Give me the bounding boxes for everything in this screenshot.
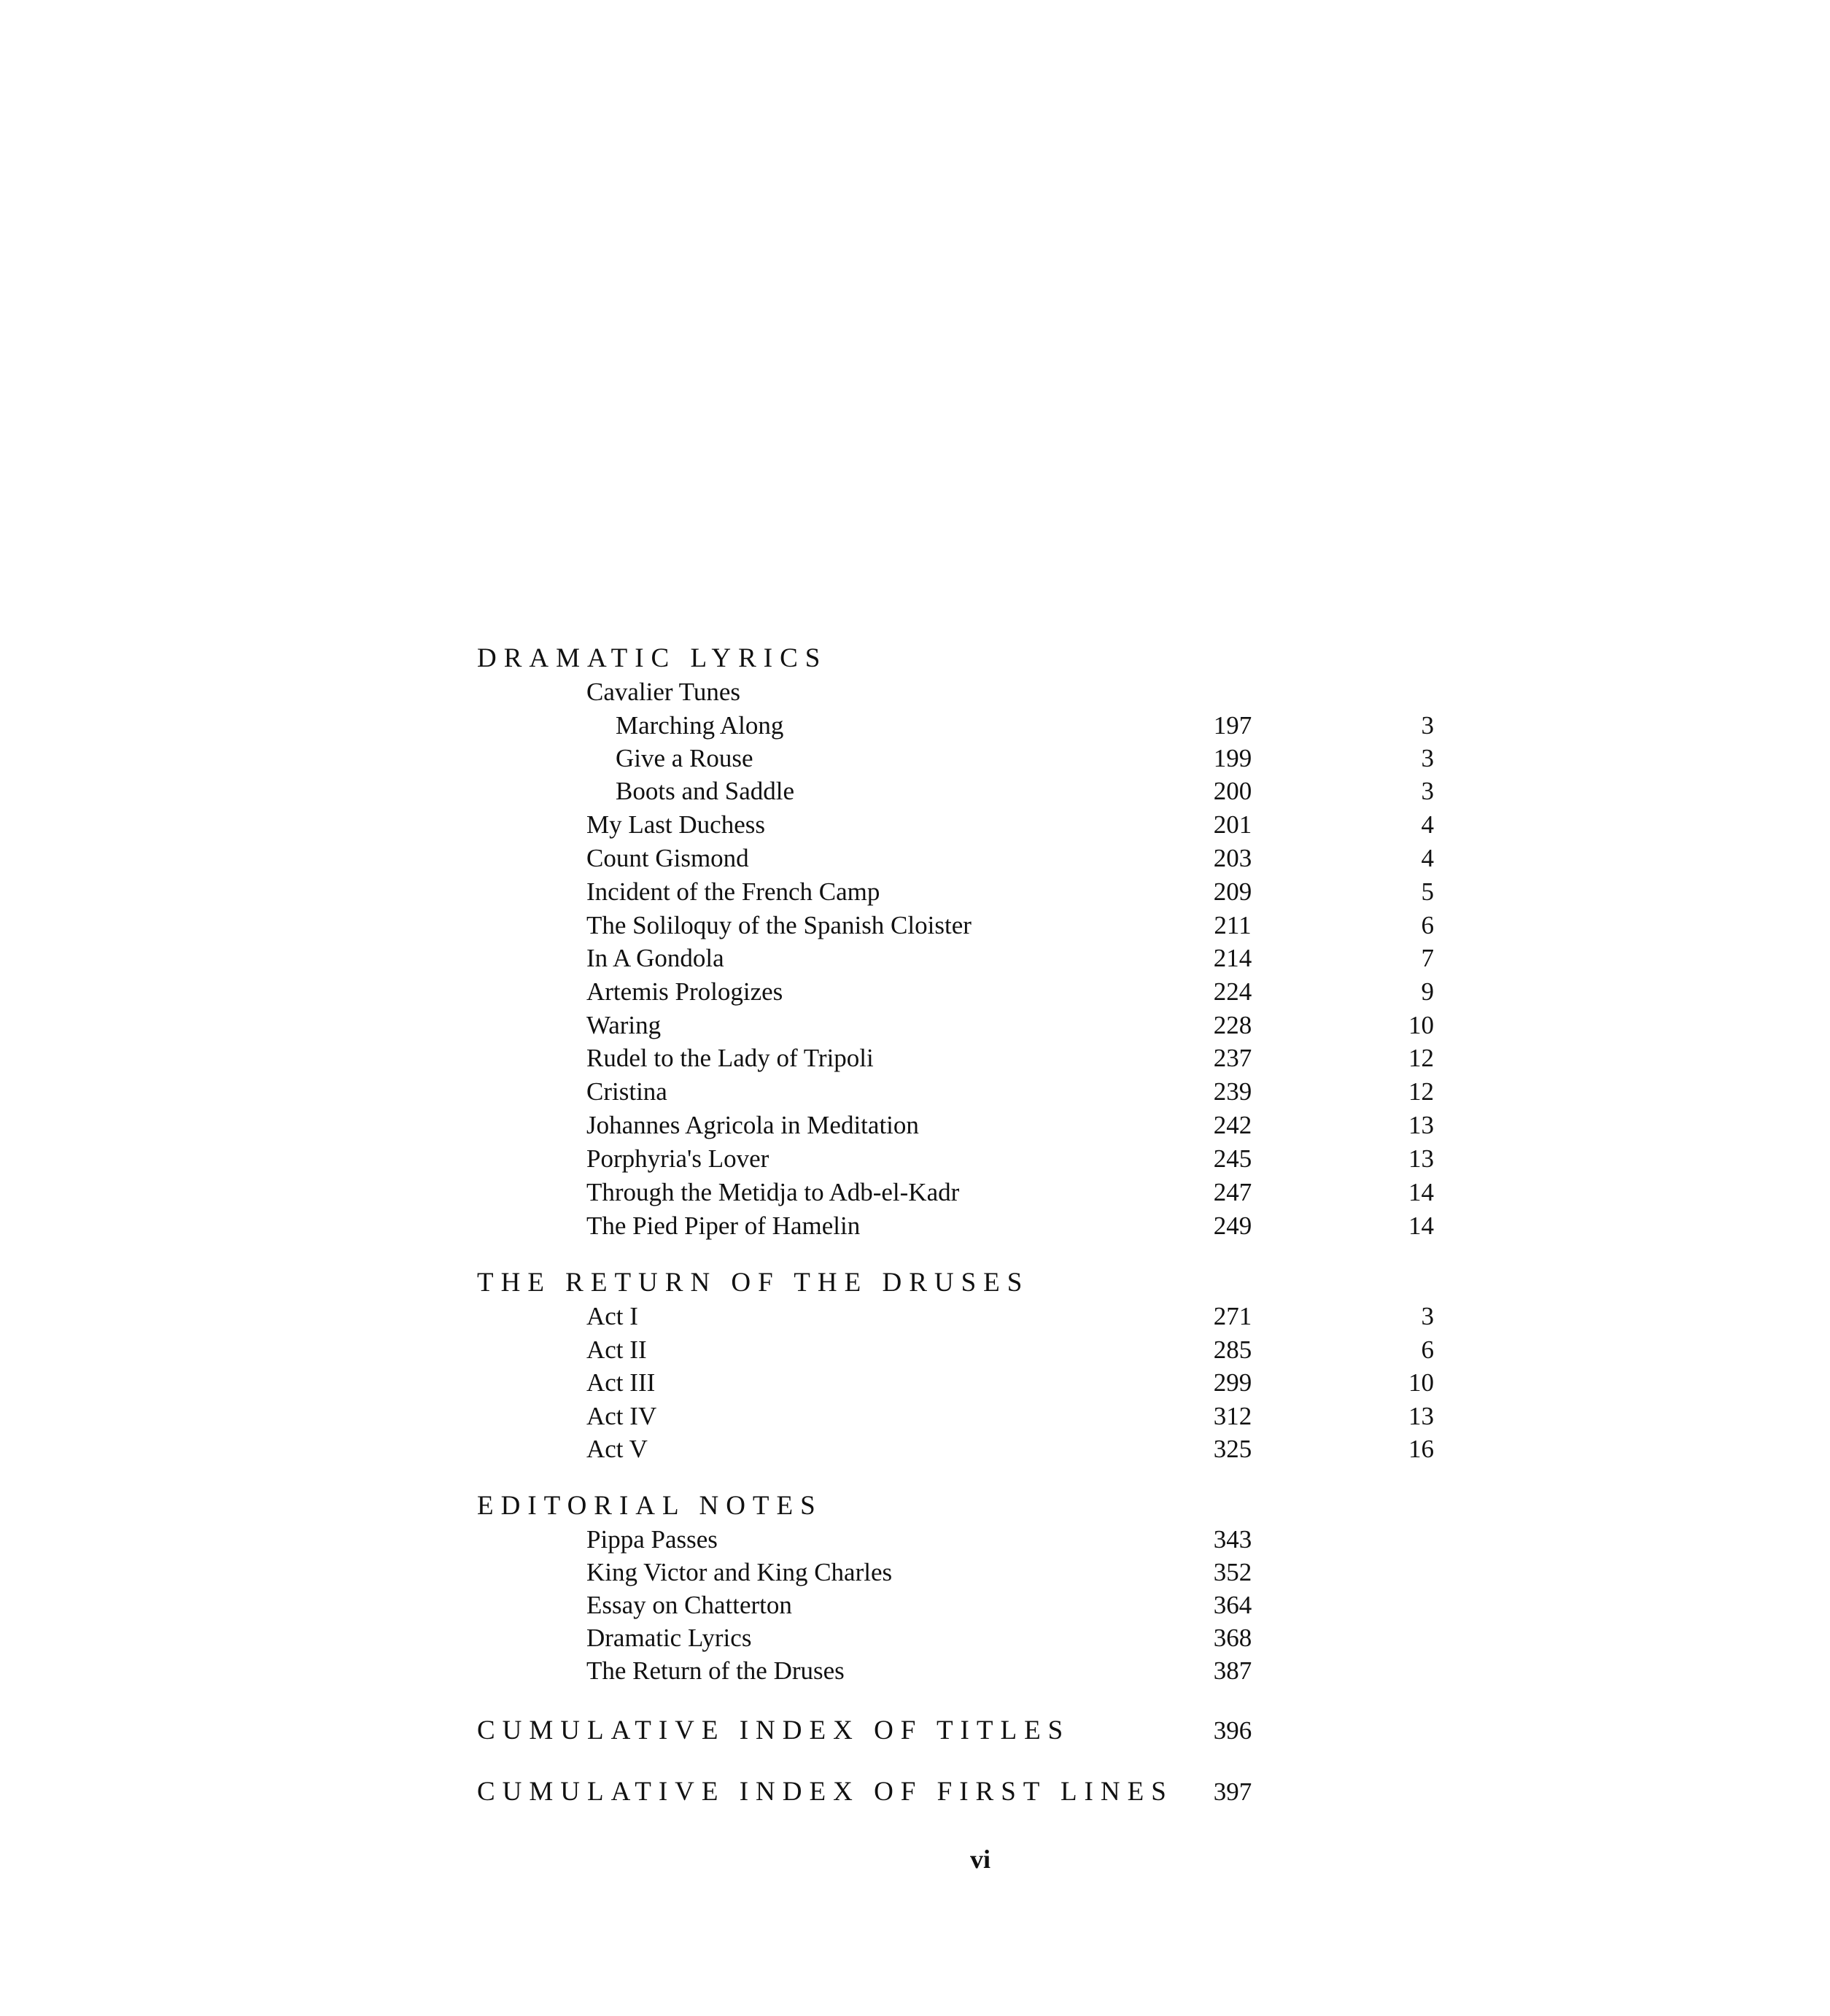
entry-number: 13	[1408, 1402, 1434, 1430]
entry-title: The Return of the Druses	[586, 1656, 845, 1685]
entry-page: 228	[1213, 1011, 1252, 1039]
entry-title: Act V	[586, 1435, 648, 1463]
entry-page: 211	[1214, 911, 1252, 939]
entry-title: Act III	[586, 1368, 656, 1397]
entry-page: 368	[1213, 1624, 1252, 1652]
entry-number: 4	[1421, 810, 1434, 839]
toc-entry	[0, 1654, 1830, 1688]
section-heading: CUMULATIVE INDEX OF TITLES	[477, 1715, 1071, 1745]
toc-entry	[0, 709, 1830, 743]
toc-group-cavalier-tunes	[0, 675, 1830, 709]
entry-page: 214	[1213, 944, 1252, 972]
toc-entry	[0, 1176, 1830, 1209]
entry-page: 237	[1213, 1044, 1252, 1072]
entry-number: 5	[1421, 877, 1434, 906]
entry-number: 3	[1421, 744, 1434, 772]
toc-entry	[0, 942, 1830, 975]
entry-page: 397	[1213, 1777, 1252, 1806]
toc-entry	[0, 1109, 1830, 1142]
section-editorial-notes	[0, 1489, 1830, 1523]
entry-page: 387	[1213, 1656, 1252, 1685]
section-return-of-the-druses	[0, 1266, 1830, 1300]
toc-entry	[0, 1432, 1830, 1466]
entry-number: 3	[1421, 777, 1434, 805]
group-title: Cavalier Tunes	[586, 678, 740, 706]
entry-number: 10	[1408, 1011, 1434, 1039]
toc-entry	[0, 1142, 1830, 1176]
entry-title: Act II	[586, 1335, 647, 1364]
entry-number: 3	[1421, 1302, 1434, 1330]
entry-title: Dramatic Lyrics	[586, 1624, 752, 1652]
toc-entry	[0, 1621, 1830, 1655]
entry-title: The Pied Piper of Hamelin	[586, 1211, 861, 1240]
entry-title: Act I	[586, 1302, 638, 1330]
section-dramatic-lyrics	[0, 642, 1830, 675]
toc-entry	[0, 909, 1830, 942]
entry-page: 224	[1213, 977, 1252, 1006]
entry-number: 13	[1408, 1111, 1434, 1139]
entry-title: Marching Along	[616, 711, 784, 740]
toc-entry	[0, 975, 1830, 1009]
toc-entry	[0, 1400, 1830, 1433]
entry-title: Artemis Prologizes	[586, 977, 783, 1006]
entry-page: 200	[1213, 777, 1252, 805]
entry-title: Rudel to the Lady of Tripoli	[586, 1044, 874, 1072]
entry-title: The Soliloquy of the Spanish Cloister	[586, 911, 972, 939]
page-number: vi	[969, 1845, 990, 1874]
entry-title: Cristina	[586, 1077, 667, 1106]
entry-title: In A Gondola	[586, 944, 724, 972]
toc-entry	[0, 1556, 1830, 1589]
toc-entry	[0, 1209, 1830, 1243]
entry-page: 249	[1213, 1211, 1252, 1240]
entry-title: Incident of the French Camp	[586, 877, 880, 906]
entry-number: 9	[1421, 977, 1434, 1006]
section-heading: DRAMATIC LYRICS	[477, 643, 828, 673]
entry-page: 364	[1213, 1591, 1252, 1619]
entry-number: 14	[1408, 1211, 1434, 1240]
entry-title: Johannes Agricola in Meditation	[586, 1111, 919, 1139]
toc-entry	[0, 1042, 1830, 1075]
entry-title: Through the Metidja to Adb-el-Kadr	[586, 1178, 960, 1206]
toc-entry	[0, 1589, 1830, 1622]
entry-number: 14	[1408, 1178, 1434, 1206]
entry-number: 16	[1408, 1435, 1434, 1463]
entry-number: 4	[1421, 844, 1434, 872]
entry-title: Count Gismond	[586, 844, 749, 872]
entry-page: 352	[1213, 1558, 1252, 1586]
entry-page: 343	[1213, 1525, 1252, 1554]
entry-page: 197	[1213, 711, 1252, 740]
entry-title: Boots and Saddle	[616, 777, 794, 805]
entry-title: Pippa Passes	[586, 1525, 718, 1554]
entry-title: Act IV	[586, 1402, 657, 1430]
toc-entry	[0, 1009, 1830, 1042]
toc-entry	[0, 742, 1830, 775]
section-heading: EDITORIAL NOTES	[477, 1491, 823, 1521]
toc-entry	[0, 1300, 1830, 1333]
entry-title: Waring	[586, 1011, 662, 1039]
section-heading: THE RETURN OF THE DRUSES	[477, 1268, 1030, 1298]
toc-entry	[0, 1366, 1830, 1400]
section-index-of-first-lines	[0, 1775, 1830, 1809]
entry-page: 245	[1213, 1144, 1252, 1173]
entry-page: 247	[1213, 1178, 1252, 1206]
entry-page: 271	[1213, 1302, 1252, 1330]
toc-entry	[0, 842, 1830, 875]
toc-entry	[0, 808, 1830, 842]
entry-page: 299	[1213, 1368, 1252, 1397]
entry-page: 201	[1213, 810, 1252, 839]
entry-page: 396	[1213, 1716, 1252, 1745]
entry-number: 6	[1421, 1335, 1434, 1364]
entry-page: 203	[1213, 844, 1252, 872]
toc-entry	[0, 1075, 1830, 1109]
section-index-of-titles	[0, 1714, 1830, 1748]
entry-page: 199	[1213, 744, 1252, 772]
toc-entry	[0, 875, 1830, 909]
toc-entry	[0, 1523, 1830, 1556]
entry-number: 10	[1408, 1368, 1434, 1397]
entry-title: Give a Rouse	[616, 744, 753, 772]
entry-title: My Last Duchess	[586, 810, 765, 839]
toc-entry	[0, 775, 1830, 808]
entry-number: 6	[1421, 911, 1434, 939]
entry-page: 285	[1213, 1335, 1252, 1364]
entry-number: 7	[1421, 944, 1434, 972]
entry-page: 209	[1213, 877, 1252, 906]
entry-title: Essay on Chatterton	[586, 1591, 792, 1619]
entry-title: King Victor and King Charles	[586, 1558, 893, 1586]
section-heading: CUMULATIVE INDEX OF FIRST LINES	[477, 1777, 1174, 1807]
entry-page: 312	[1213, 1402, 1252, 1430]
entry-number: 3	[1421, 711, 1434, 740]
toc-entry	[0, 1333, 1830, 1367]
entry-page: 239	[1213, 1077, 1252, 1106]
entry-number: 13	[1408, 1144, 1434, 1173]
entry-page: 242	[1213, 1111, 1252, 1139]
entry-number: 12	[1408, 1077, 1434, 1106]
entry-page: 325	[1213, 1435, 1252, 1463]
entry-number: 12	[1408, 1044, 1434, 1072]
entry-title: Porphyria's Lover	[586, 1144, 769, 1173]
